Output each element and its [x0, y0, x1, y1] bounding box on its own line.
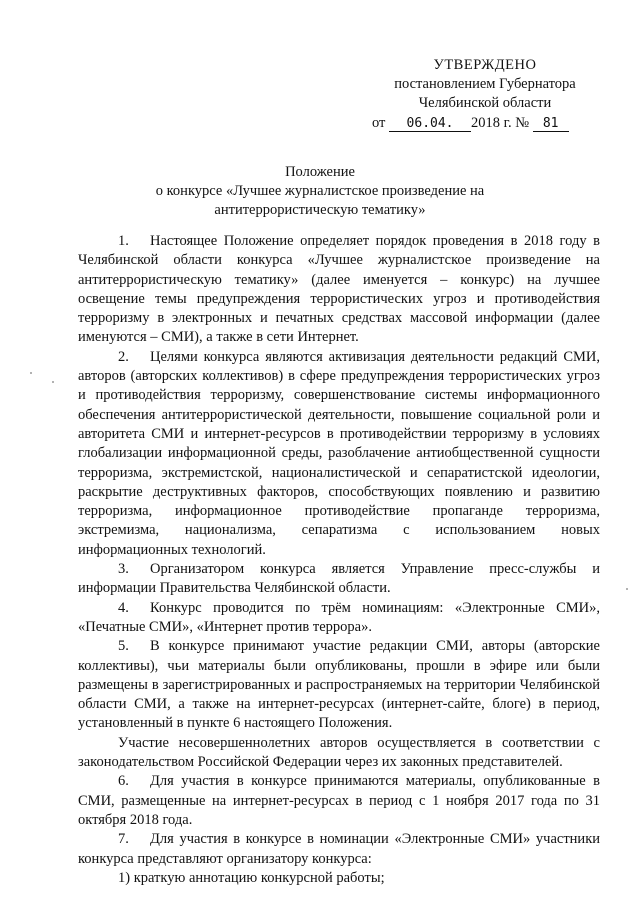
title-line-1: Положение	[285, 164, 355, 180]
decree-number: 81	[533, 116, 569, 132]
paragraph-number: 1.	[118, 233, 129, 249]
approval-line-1: постановлением Губернатора	[394, 76, 576, 92]
approval-line-2: Челябинской области	[418, 95, 552, 111]
paragraph-number: 7.	[118, 831, 129, 848]
document-title	[110, 163, 530, 220]
paragraph-number: 4.	[118, 599, 129, 616]
year-text: 2018 г. №	[471, 115, 530, 131]
paragraph-5	[78, 637, 600, 733]
title-line-3: антитеррористическую тематику»	[214, 202, 426, 218]
paragraph-6	[78, 772, 600, 830]
approval-date-line	[360, 114, 610, 133]
paragraph-text: Организатором конкурса является Управление пресс-службы и информации Правительства Челябинской области.	[78, 561, 600, 597]
paragraph-text: Целями конкурса являются активизация деятельности редакций СМИ, авторов (авторских коллективов) в сфере предупреждения террористических угроз и противодействия терроризму, совершенствование системы информационного обеспечения антитеррористической деятельности, повышение социальной роли и авторитета СМИ и интернет-ресурсов в противодействии терроризму в условиях глобализации информационной среды, разоблачение антиобщественной сущности терроризма, экстремистской, националистической и сепаратистской идеологии, раскрытие деструктивных факторов, способствующих появлению и развитию терроризма, информационное противодействие пропаганде терроризма, экстремизма, национализма, сепаратизма с использованием новых информационных технологий.	[78, 348, 600, 558]
paragraph-text: В конкурсе принимают участие редакции СМИ, авторы (авторские коллективы), чьи материалы были опубликованы, прошли в эфире или были размещены в зарегистрированных и распространяемых на территории Челябинской области СМИ, а также на интернет-ресурсах (интернет-сайте, блоге) в период, установленный в пункте 6 настоящего Положения.	[78, 638, 600, 732]
approval-title: УТВЕРЖДЕНО	[433, 57, 537, 73]
paragraph-text: Для участия в конкурсе в номинации «Электронные СМИ» участники конкурса представляют организатору конкурса:	[78, 831, 600, 867]
paragraph-3	[78, 560, 600, 599]
list-item-1	[78, 869, 600, 888]
paragraph-text: Для участия в конкурсе принимаются материалы, опубликованные в СМИ, размещенные на интернет-ресурсах в период с 1 ноября 2017 года по 31 октября 2018 года.	[78, 773, 600, 828]
scan-speck	[52, 381, 54, 383]
paragraph-4	[78, 599, 600, 638]
paragraph-7	[78, 830, 600, 869]
scan-speck	[30, 372, 32, 374]
paragraph-text: Конкурс проводится по трём номинациям: «Электронные СМИ», «Печатные СМИ», «Интернет против террора».	[78, 599, 600, 635]
date-prefix: от	[372, 115, 386, 131]
scan-speck	[626, 588, 628, 590]
paragraph-number: 2.	[118, 348, 129, 365]
document-body	[78, 232, 600, 888]
paragraph-text: 1) краткую аннотацию конкурсной работы;	[118, 869, 385, 886]
paragraph-5-continuation	[78, 734, 600, 773]
date-value: 06.04.	[389, 116, 471, 132]
approval-block	[360, 56, 610, 133]
paragraph-number: 3.	[118, 561, 129, 578]
title-line-2: о конкурсе «Лучшее журналистское произведение на	[155, 183, 485, 199]
paragraph-1	[78, 232, 600, 348]
paragraph-number: 5.	[118, 638, 129, 655]
paragraph-text: Настоящее Положение определяет порядок проведения в 2018 году в Челябинской области конкурса «Лучшее журналистское произведение на антитеррористическую тематику» (далее именуется – конкурс) на лучшее освещение темы предупреждения террористических угроз и противодействия терроризму в электронных и печатных средствах массовой информации (далее именуются – СМИ), а также в сети Интернет.	[78, 233, 600, 346]
paragraph-text: Участие несовершеннолетних авторов осуществляется в соответствии с законодательством Российской Федерации через их законных представителей.	[78, 734, 600, 771]
paragraph-number: 6.	[118, 773, 129, 790]
paragraph-2	[78, 348, 600, 560]
